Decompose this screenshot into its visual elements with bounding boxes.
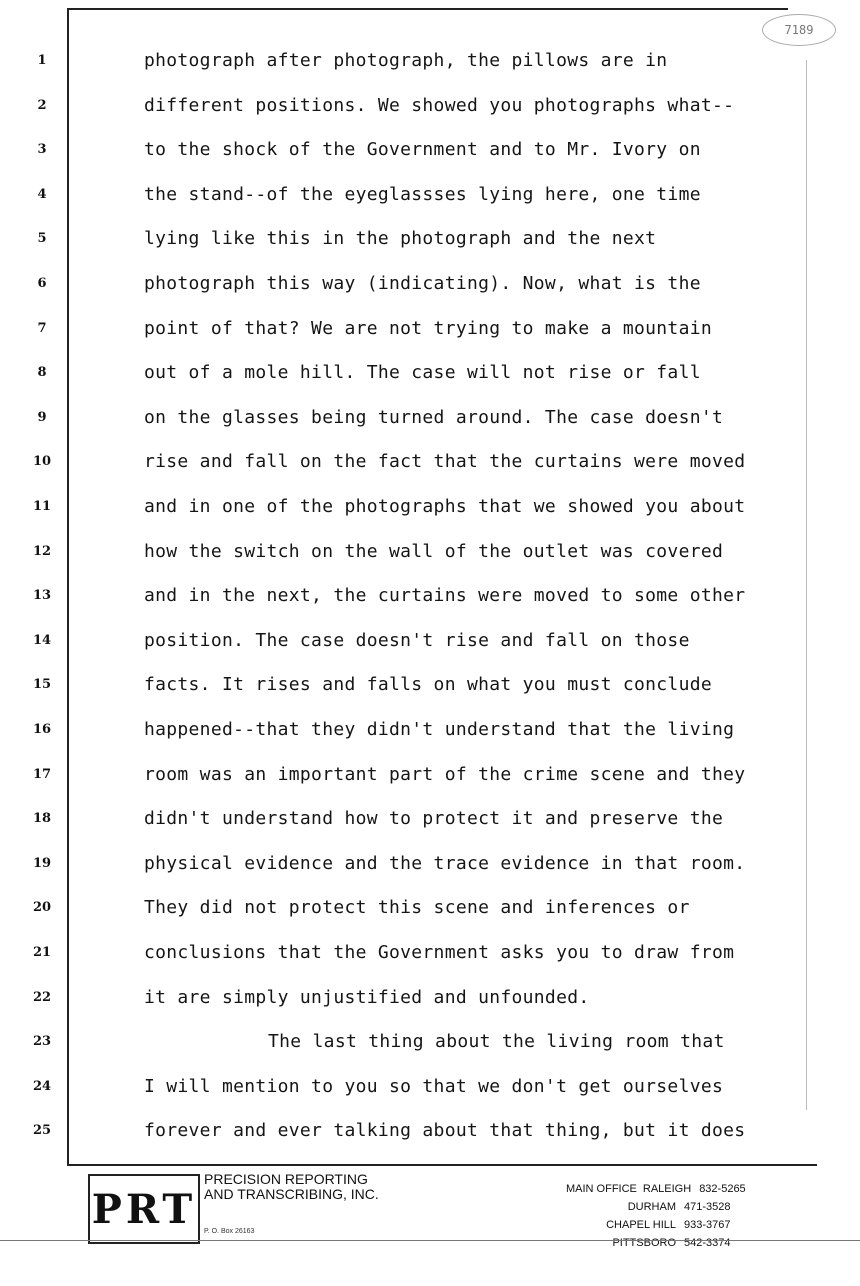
transcript-line: lying like this in the photograph and the next <box>144 228 657 249</box>
transcript-line: different positions. We showed you photographs what-- <box>144 95 735 116</box>
reporter-footer <box>80 1168 840 1278</box>
line-number: 13 <box>32 588 52 603</box>
line-number: 5 <box>37 231 47 246</box>
line-number: 10 <box>32 454 52 469</box>
line-number: 12 <box>32 544 52 559</box>
office-name: DURHAM <box>627 1201 676 1213</box>
line-number: 3 <box>37 142 47 157</box>
transcript-line: out of a mole hill. The case will not rise or fall <box>144 362 701 383</box>
transcript-line: They did not protect this scene and inferences or <box>144 897 690 918</box>
line-number: 8 <box>37 365 47 380</box>
line-number: 22 <box>32 990 52 1005</box>
line-number: 16 <box>32 722 52 737</box>
line-number: 24 <box>32 1079 52 1094</box>
transcript-line: how the switch on the wall of the outlet was covered <box>144 541 724 562</box>
office-phone: 471-3528 <box>684 1201 731 1213</box>
line-number: 23 <box>32 1034 52 1049</box>
main-office-label: MAIN OFFICE <box>566 1183 637 1195</box>
office-name: CHAPEL HILL <box>606 1219 676 1231</box>
firm-name <box>204 1172 464 1202</box>
office-row-main <box>566 1180 806 1198</box>
bottom-rule <box>67 1164 817 1166</box>
line-number: 7 <box>37 321 47 336</box>
office-name: RALEIGH <box>642 1183 692 1195</box>
transcript-line: rise and fall on the fact that the curtains were moved <box>144 451 746 472</box>
office-phone: 832-5265 <box>699 1183 746 1195</box>
line-number: 17 <box>32 767 52 782</box>
office-row <box>566 1216 806 1234</box>
line-number: 11 <box>32 499 52 514</box>
office-phone: 933-3767 <box>684 1219 731 1231</box>
transcript-line: position. The case doesn't rise and fall on those <box>144 630 690 651</box>
transcript-line: photograph this way (indicating). Now, what is the <box>144 273 701 294</box>
page-base-line <box>0 1240 860 1241</box>
line-number: 19 <box>32 856 52 871</box>
line-number: 21 <box>32 945 52 960</box>
transcript-line: on the glasses being turned around. The case doesn't <box>144 407 724 428</box>
right-margin-rule <box>806 60 807 1110</box>
transcript-line: The last thing about the living room that <box>268 1031 725 1052</box>
page-number-stamp: 7189 <box>762 14 836 46</box>
firm-name-line-2: AND TRANSCRIBING, INC. <box>204 1186 379 1202</box>
transcript-line: it are simply unjustified and unfounded. <box>144 987 590 1008</box>
line-number: 4 <box>37 187 47 202</box>
transcript-line: and in the next, the curtains were moved to some other <box>144 585 746 606</box>
transcript-line: the stand--of the eyeglassses lying here, one time <box>144 184 701 205</box>
line-number: 14 <box>32 633 52 648</box>
transcript-line: to the shock of the Government and to Mr. Ivory on <box>144 139 701 160</box>
line-number: 20 <box>32 900 52 915</box>
transcript-line: physical evidence and the trace evidence in that room. <box>144 853 746 874</box>
line-number: 25 <box>32 1123 52 1138</box>
top-rule <box>68 8 788 10</box>
office-phone: 542-3374 <box>684 1237 731 1249</box>
transcript-line: photograph after photograph, the pillows are in <box>144 50 668 71</box>
line-number: 1 <box>37 53 47 68</box>
office-name: PITTSBORO <box>612 1237 676 1249</box>
transcript-line: I will mention to you so that we don't get ourselves <box>144 1076 724 1097</box>
office-row <box>566 1234 806 1252</box>
firm-name-line-1: PRECISION REPORTING <box>204 1171 368 1187</box>
office-row <box>566 1198 806 1216</box>
office-list <box>566 1180 806 1252</box>
transcript-line: and in one of the photographs that we showed you about <box>144 496 746 517</box>
transcript-line: happened--that they didn't understand that the living <box>144 719 735 740</box>
transcript-line: forever and ever talking about that thing, but it does <box>144 1120 746 1141</box>
transcript-line: didn't understand how to protect it and preserve the <box>144 808 724 829</box>
line-number: 2 <box>37 98 47 113</box>
transcript-line: point of that? We are not trying to make a mountain <box>144 318 712 339</box>
firm-po-box: P. O. Box 26163 <box>204 1228 255 1235</box>
transcript-line: conclusions that the Government asks you to draw from <box>144 942 735 963</box>
transcript-line: room was an important part of the crime scene and they <box>144 764 746 785</box>
line-number: 15 <box>32 677 52 692</box>
reporter-logo: PRT <box>88 1174 200 1244</box>
line-number: 18 <box>32 811 52 826</box>
transcript-line: facts. It rises and falls on what you must conclude <box>144 674 712 695</box>
left-margin-rule <box>67 8 69 1165</box>
line-number: 9 <box>37 410 47 425</box>
line-number: 6 <box>37 276 47 291</box>
